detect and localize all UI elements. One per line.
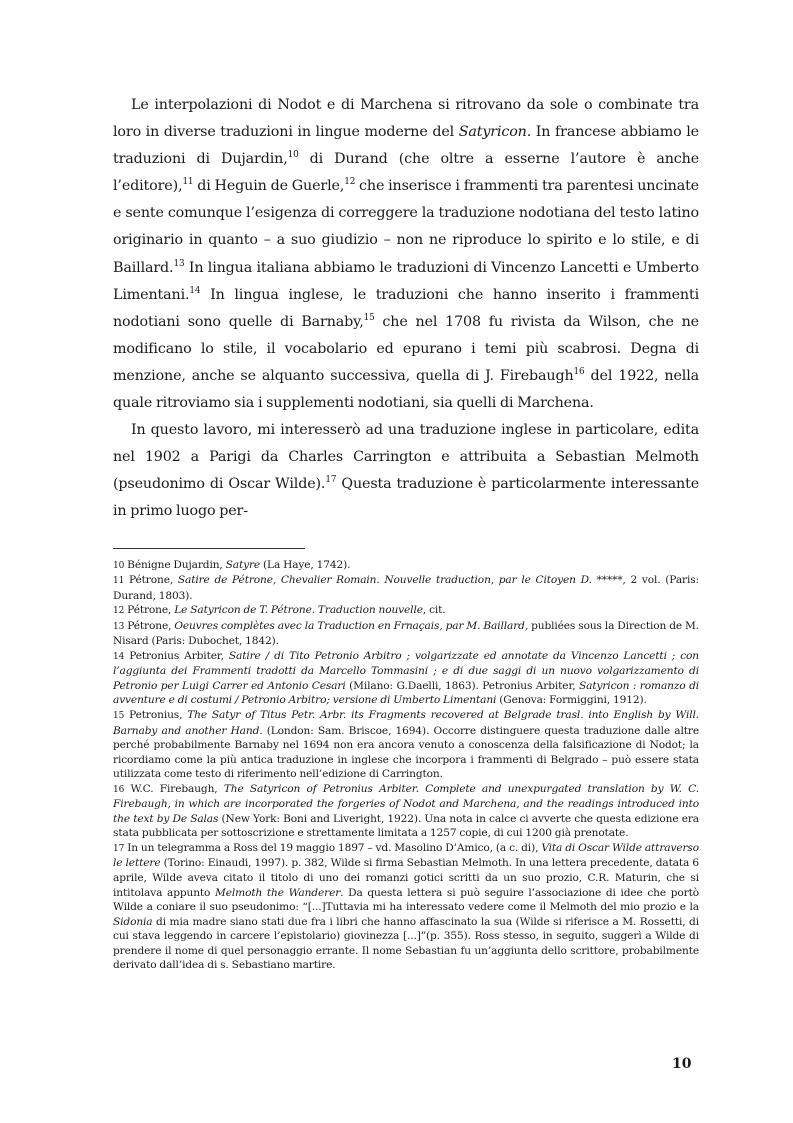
footnote-12 — [113, 603, 699, 619]
footnote-15 — [113, 708, 699, 782]
footnote-ref-15[interactable]: 15 — [363, 312, 375, 323]
text-run: In lingua italiana abbiamo le traduzioni di Vincenzo Lancetti e Umberto Limentani. — [113, 259, 699, 303]
footnote-text: , cit. — [422, 604, 446, 617]
footnote-14 — [113, 649, 699, 708]
footnote-number: 13 — [113, 621, 125, 632]
footnote-text: Bénigne Dujardin, — [124, 558, 226, 571]
text-run: che inserisce i frammenti tra parentesi uncinate e sente comunque l’esigenza di correggere la traduzione nodotiana del testo latino originario in quanto – a suo giudizio – non ne riproduce lo spirito e lo stile, e di Baillard. — [113, 178, 699, 276]
footnote-text: . Da questa lettera si può seguire l’associazione di idee che portò Wilde a coniare il suo pseudonimo: “[...]Tuttavia mi ha interessato vedere come il Melmoth del mio prozio e la — [113, 886, 699, 914]
footnote-number: 10 — [113, 560, 125, 571]
footnote-italic: Melmoth the Wanderer — [215, 886, 341, 899]
footnote-text: (Torino: Einaudi, 1997). p. 382, Wilde si firma Sebastian Melmoth. In una lettera precedente, datata 6 aprile, Wilde aveva citato il titolo di uno dei romanzi gotici scritti da un suo prozio, C.R. Maturin, che si intitolava appunto — [113, 857, 699, 899]
text-run: . In francese abbiamo le traduzioni di Dujardin, — [113, 124, 699, 168]
footnote-number: 17 — [113, 843, 125, 854]
footnote-ref-11[interactable]: 11 — [182, 177, 194, 188]
footnote-italic: Vita di Oscar Wilde attraverso le lettere — [113, 841, 699, 870]
footnote-11 — [113, 573, 699, 603]
footnote-italic: Oeuvres complètes avec la Traduction en Frnaçais, par M. Baillard, — [174, 619, 529, 632]
footnote-16 — [113, 782, 699, 841]
text-run: del 1922, nella quale ritroviamo sia i supplementi nodotiani, sia quelli di Marchena. — [113, 367, 700, 412]
footnote-text: publiées sous la Direction de M. Nisard (Paris: Dubochet, 1842). — [113, 619, 700, 648]
footnote-number: 11 — [113, 576, 125, 587]
footnote-ref-16[interactable]: 16 — [573, 367, 585, 378]
text-run: che nel 1708 fu rivista da Wilson, che ne modificano lo stile, il vocabolario ed epurano i temi più scabrosi. Degna di menzione, anche se alquanto successiva, quella di J. Firebaugh — [113, 313, 699, 384]
footnote-text: (La Haye, 1742). — [260, 558, 351, 571]
footnote-text: di mia madre siano stati due fra i libri che hanno affascinato la sua (Wilde si riferisce a M. Rossetti, di cui stava leggendo in carcere l’epistolario) giovinezza [...]”(p. 355). Ross stesso, in seguito, suggerì a Wilde di prendere il nome di quel personaggio errante. Il nome Sebastian fu un’aggiunta dello scrittore, probabilmente derivato dall’idea di s. Sebastiano martire. — [113, 915, 699, 972]
footnote-italic: Satire de Pétrone, Chevalier Romain. Nouvelle traduction, par le Citoyen D. ***** — [177, 574, 623, 587]
paragraph-2 — [113, 417, 699, 525]
body-text — [113, 92, 699, 526]
footnote-ref-10[interactable]: 10 — [287, 150, 299, 161]
text-run: In questo lavoro, mi interesserò ad una traduzione inglese in particolare, edita nel 1902 a Parigi da Charles Carrington e attribuita a Sebastian Melmoth (pseudonimo di Oscar Wilde). — [113, 422, 699, 493]
paragraph-1 — [113, 92, 699, 417]
footnote-text: Petronius, — [124, 708, 188, 721]
footnote-text: Pétrone, — [124, 619, 175, 632]
page-content — [113, 92, 699, 973]
footnote-number: 16 — [113, 784, 125, 795]
footnote-text: Pétrone, — [124, 574, 178, 587]
footnote-italic: The Satyr of Titus Petr. Arbr. its Fragments recovered at Belgrade trasl. into English by Will. Barnaby and another Hand. — [113, 708, 700, 737]
text-run: di Durand (che oltre a esserne l’autore è anche l’editore), — [113, 151, 700, 195]
footnote-text: (New York: Boni and Liveright, 1922). Una nota in calce ci avverte che questa edizione era stata pubblicata per sottoscrizione e strettamente limitata a 1257 copie, di cui 1200 già prenotate. — [113, 812, 699, 840]
footnote-ref-12[interactable]: 12 — [344, 177, 356, 188]
footnote-italic: The Satyricon of Petronius Arbiter. Complete and unexpurgated translation by W. C. Firebaugh, in which are incorporated the forgeries of Nodot and Marchena, and the readings introduced into the text by De Salas — [113, 782, 700, 825]
text-run: In lingua inglese, le traduzioni che hanno inserito i frammenti nodotiani sono quelle di Barnaby, — [113, 286, 699, 330]
footnote-italic: Satire / di Tito Petronio Arbitro ; volgarizzate ed annotate da Vincenzo Lancetti ; con l’aggiunta dei Frammenti tradotti da Marcello Tommasini ; e di due saggi di un nuovo volgarizzamento di Petronio per Luigi Carrer ed Antonio Cesari — [113, 649, 700, 692]
footnote-number: 14 — [113, 651, 125, 662]
italic-title: Satyricon — [458, 124, 527, 141]
footnote-ref-17[interactable]: 17 — [325, 475, 337, 486]
footnote-italic: Satyricon : romanzo di avventure e di costumi / Petronio Arbitro; versione di Umberto Limentani — [113, 679, 699, 707]
page-number: 10 — [672, 1056, 692, 1072]
footnote-ref-14[interactable]: 14 — [189, 285, 201, 296]
text-run: di Heguin de Guerle, — [193, 178, 345, 195]
footnote-separator — [113, 548, 305, 549]
footnote-text: Pétrone, — [124, 604, 175, 617]
footnote-text: In un telegramma a Ross del 19 maggio 1897 – vd. Masolino D’Amico, (a c. di), — [124, 841, 542, 854]
footnote-number: 12 — [113, 606, 125, 617]
footnote-text: , 2 vol. (Paris: Durand, 1803). — [113, 574, 700, 602]
footnotes — [113, 558, 699, 973]
footnote-text: Petronius Arbiter, — [124, 649, 229, 662]
text-run: Le interpolazioni di Nodot e di Marchena si ritrovano da sole o combinate tra loro in diverse traduzioni in lingue moderne del — [113, 97, 699, 141]
footnote-17 — [113, 841, 699, 973]
footnote-ref-13[interactable]: 13 — [173, 258, 185, 269]
text-run: Questa traduzione è particolarmente interessante in primo luogo per- — [113, 476, 700, 520]
footnote-text: (Genova: Formiggini, 1912). — [496, 694, 647, 707]
footnote-number: 15 — [113, 710, 125, 721]
footnote-text: W.C. Firebaugh, — [124, 782, 224, 795]
footnote-text: (London: Sam. Briscoe, 1694). Occorre distinguere questa traduzione dalle altre perché probabilmente Barnaby nel 1694 non era ancora venuto a conoscenza della falsificazione di Nodot; la ricordiamo come la più antica traduzione in inglese che incorpora i frammenti di Belgrado – può essere stata utilizzata come testo di riferimento nell’edizione di Carrington. — [113, 724, 699, 781]
footnote-italic: Le Satyricon de T. Pétrone. Traduction nouvelle — [174, 604, 423, 617]
footnote-13 — [113, 619, 699, 649]
footnote-text: (Milano: G.Daelli, 1863). Petronius Arbiter, — [345, 679, 580, 692]
footnote-10 — [113, 558, 699, 574]
footnote-italic: Sidonia — [113, 915, 153, 928]
footnote-italic: Satyre — [225, 558, 261, 571]
